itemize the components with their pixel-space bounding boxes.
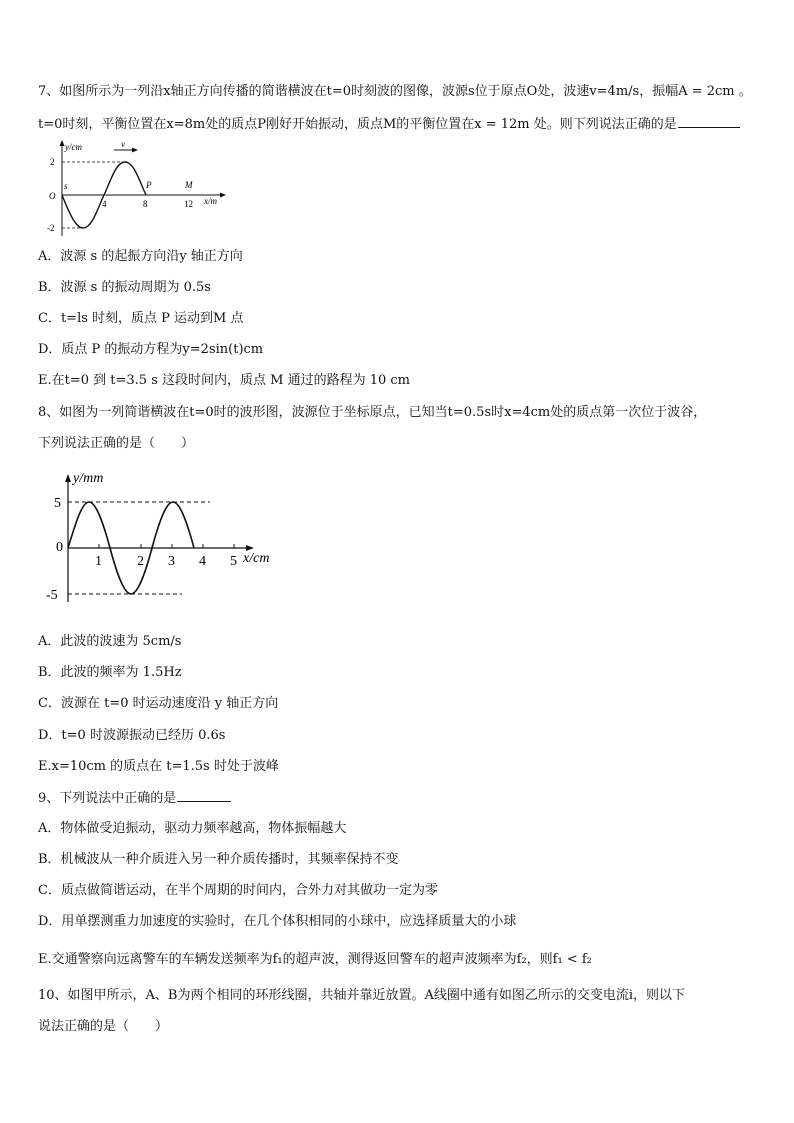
q7-xtick-4: 4	[102, 199, 107, 209]
q8-option-c[interactable]: C．波源在 t=0 时运动速度沿 y 轴正方向	[38, 696, 279, 711]
q9-option-a[interactable]: A．物体做受迫振动，驱动力频率越高，物体振幅越大	[38, 821, 347, 836]
q7-option-d[interactable]: D．质点 P 的振动方程为y=2sin(t)cm	[38, 342, 264, 357]
q8-option-a[interactable]: A．此波的波速为 5cm/s	[38, 634, 182, 649]
q8-option-e[interactable]: E.x=10cm 的质点在 t=1.5s 时处于波峰	[38, 759, 279, 774]
q7-stem-line1: 7、如图所示为一列沿x轴正方向传播的简谐横波在t=0时刻波的图像，波源s位于原点O处，波速v=4m/s，振幅A = 2cm 。	[38, 84, 752, 99]
q8-xtick-3: 3	[168, 554, 175, 569]
q7-xtick-8: 8	[143, 199, 148, 209]
q8-xtick-1: 1	[95, 554, 102, 569]
q10-stem-line2: 说法正确的是（ ）	[38, 1019, 169, 1034]
q8-xlabel: x/cm	[243, 551, 270, 566]
q8-option-b[interactable]: B．此波的频率为 1.5Hz	[38, 665, 182, 680]
answer-blank[interactable]	[177, 789, 231, 802]
q8-option-d[interactable]: D．t=0 时波源振动已经历 0.6s	[38, 728, 226, 743]
q8-ytick-5: 5	[54, 496, 61, 511]
q7-stem-line2: t=0时刻，平衡位置在x=8m处的质点P刚好开始振动，质点M的平衡位置在x = 12m 处。则下列说法正确的是	[38, 115, 740, 134]
q7-velocity-label: v	[121, 140, 125, 149]
q8-xtick-2: 2	[137, 554, 144, 569]
q7-wave-figure	[40, 140, 230, 240]
q8-stem-line2: 下列说法正确的是（ ）	[38, 436, 195, 451]
q7-source-label: s	[64, 181, 68, 191]
q9-stem: 9、下列说法中正确的是	[38, 789, 231, 808]
q7-point-p: P	[146, 180, 152, 190]
q7-origin-label: O	[49, 191, 56, 201]
q7-point-m: M	[185, 180, 193, 190]
q7-option-b[interactable]: B．波源 s 的振动周期为 0.5s	[38, 280, 211, 295]
q9-option-b[interactable]: B．机械波从一种介质进入另一种介质传播时，其频率保持不变	[38, 852, 399, 867]
answer-blank[interactable]	[678, 115, 740, 128]
q7-option-a[interactable]: A．波源 s 的起振方向沿y 轴正方向	[38, 249, 243, 264]
q7-ytick-2: 2	[50, 157, 55, 167]
q7-ytick-neg2: -2	[47, 223, 55, 233]
q8-xtick-5: 5	[230, 554, 237, 569]
q7-option-c[interactable]: C．t=ls 时刻，质点 P 运动到M 点	[38, 311, 244, 326]
q8-ytick-neg5: -5	[46, 588, 58, 603]
q7-option-e[interactable]: E.在t=0 到 t=3.5 s 这段时间内，质点 M 通过的路程为 10 cm	[38, 373, 410, 388]
q7-y-arrow	[60, 140, 65, 146]
q8-stem-line1: 8、如图为一列简谐横波在t=0时的波形图，波源位于坐标原点，已知当t=0.5s时x=4cm处的质点第一次位于波谷，	[38, 405, 707, 420]
q8-xtick-4: 4	[199, 554, 206, 569]
q8-ylabel: y/mm	[73, 471, 104, 486]
q9-option-d[interactable]: D．用单摆测重力加速度的实验时，在几个体积相同的小球中，应选择质量大的小球	[38, 914, 517, 929]
q9-option-e[interactable]: E.交通警察向远离警车的车辆发送频率为f₁的超声波，测得返回警车的超声波频率为f₂，则f₁ < f₂	[38, 952, 592, 967]
q10-stem-line1: 10、如图甲所示，A、B为两个相同的环形线圈，共轴并靠近放置。A线圈中通有如图乙所示的交变电流i，则以下	[38, 988, 686, 1003]
q8-wave-figure	[40, 462, 290, 612]
q7-xtick-12: 12	[184, 199, 193, 209]
q8-y-arrow	[65, 474, 71, 482]
q9-option-c[interactable]: C．质点做简谐运动，在半个周期的时间内，合外力对其做功一定为零	[38, 883, 438, 898]
q8-origin-label: 0	[56, 540, 63, 555]
q7-xlabel: x/m	[204, 196, 217, 206]
q7-ylabel: y/cm	[65, 142, 82, 152]
q7-x-arrow	[220, 193, 226, 198]
